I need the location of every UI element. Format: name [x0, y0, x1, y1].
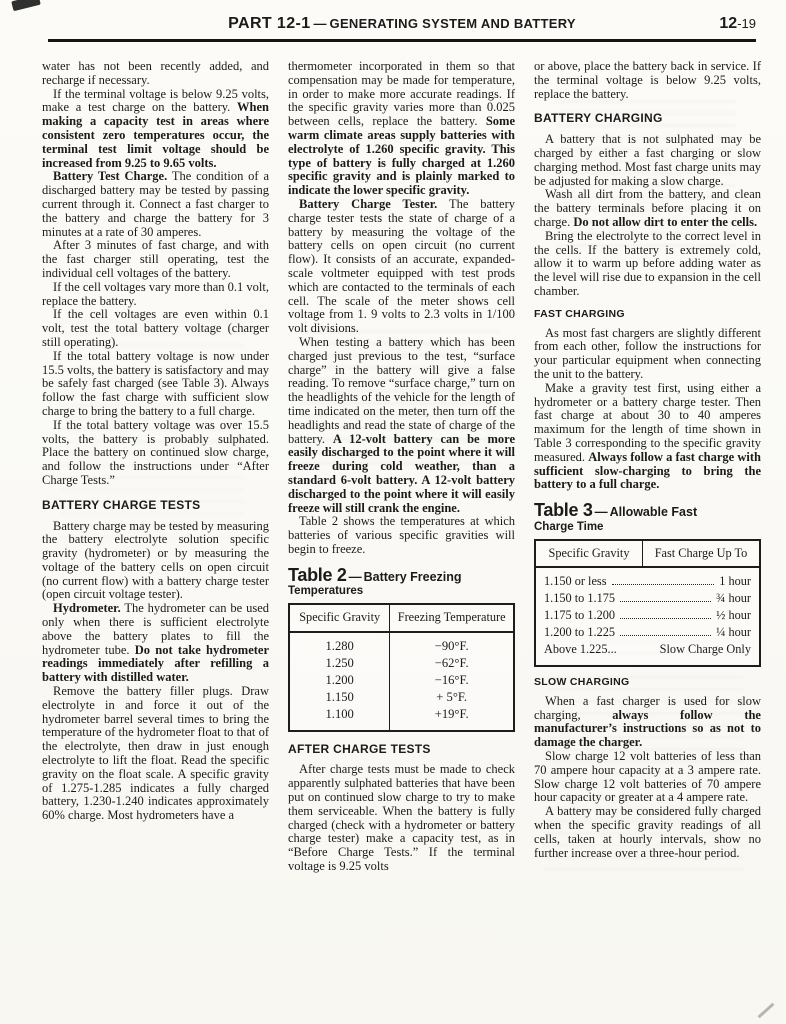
page-number [666, 15, 756, 33]
table-caption [288, 564, 515, 600]
table-caption-line2: Temperatures [288, 585, 364, 598]
paragraph: A battery that is not sulphated may be charged by either a fast charging or slow charging method. Most fast charge units may be adjusted for making a slow charge. [534, 132, 761, 188]
table-cell: + 5°F. [436, 689, 468, 704]
table-cell: 1.200 [325, 672, 354, 687]
table-cell: −16°F. [434, 672, 469, 687]
gravity-column [290, 633, 390, 730]
row-range: 1.150 or less [544, 574, 607, 589]
table-caption-dash: — [348, 568, 362, 584]
row-range: 1.200 to 1.225 [544, 625, 616, 640]
row-value: ½ hour [716, 608, 751, 623]
paragraph: Battery Charge Tester. The battery charge tester tests the state of charge of a battery by measuring the voltage of the battery cells on open circuit (no current flow). It consists of an accurate, expanded-scale voltmeter equipped with test prods which are contacted to the terminals of each cell. The scale of the meter shows cell voltage from 1. 9 volts to 2.3 volts in 1/100 volt divisions. [288, 196, 515, 336]
paragraph: After 3 minutes of fast charge, and with the fast charger still operating, test the individual cell voltages of the battery. [42, 238, 269, 280]
table-row [544, 607, 751, 624]
table-cell: 1.150 [325, 689, 354, 704]
table-caption-rest: Battery Freezing [363, 569, 462, 584]
table-body [536, 568, 759, 665]
table-caption-lead: Table 2 [288, 564, 347, 585]
paragraph: If the terminal voltage is below 9.25 volts, make a test charge on the battery. When making a capacity test in areas where consistent zero temperatures occur, the terminal test limit voltage should be increased from 9.25 to 9.65 volts. [42, 86, 269, 170]
table-caption [534, 500, 761, 535]
paragraph: When a fast charger is used for slow charging, always follow the manufacturer’s instructions so as not to damage the charger. [534, 693, 761, 750]
table-row [544, 641, 751, 658]
paragraph: water has not been recently added, and recharge if necessary. [42, 59, 269, 87]
row-range: 1.150 to 1.175 [544, 591, 616, 606]
scan-mark-top-left [11, 0, 41, 11]
table-header-row [536, 541, 759, 568]
header-rule [48, 39, 756, 42]
table-header-cell: Specific Gravity [536, 541, 643, 566]
page-header [48, 15, 756, 33]
paragraph: If the cell voltages are even within 0.1 volt, test the total battery voltage (charger still operating). [42, 307, 269, 349]
table-cell: −62°F. [434, 655, 469, 670]
paragraph: A battery may be considered fully charged when the specific gravity readings of all cells, taken at hourly intervals, show no further increase over a three-hour period. [534, 804, 761, 860]
table-body [290, 633, 513, 730]
row-value: ¾ hour [716, 591, 751, 606]
table-header-cell: Specific Gravity [290, 605, 390, 630]
paragraph: If the total battery voltage was over 15.5 volts, the battery is probably sulphated. Place the battery on continued slow charge, and follow the instructions under “After Charge Tests.” [42, 417, 269, 487]
row-value: 1 hour [719, 574, 751, 589]
section-title: GENERATING SYSTEM AND BATTERY [329, 16, 576, 31]
table-caption-dash: — [594, 504, 608, 520]
paragraph: Table 2 shows the temperatures at which batteries of various specific gravities will begin to freeze. [288, 514, 515, 556]
paragraph: or above, place the battery back in service. If the terminal voltage is below 9.25 volts, replace the battery. [534, 59, 761, 101]
paragraph: If the total battery voltage is now under 15.5 volts, the battery is satisfactory and may be safely fast charged (see Table 3). Always follow the fast charge with sufficient slow charge to bring the battery to a full charge. [42, 348, 269, 418]
paragraph: After charge tests must be made to check apparently sulphated batteries that have been put on continued slow charge to try to make them serviceable. When the battery is fully charged (check with a hydrometer or battery charge tester) make a capacity test, as in “Before Charge Tests.” If the terminal voltage is 9.25 volts [288, 762, 515, 874]
paragraph: Make a gravity test first, using either a hydrometer or a battery charge tester. Then fast charge at about 30 to 40 amperes maximum for the length of time shown in Table 3 corresponding to the specific gravity measured. Always follow a fast charge with sufficient slow-charging to bring the battery to a full charge. [534, 380, 761, 492]
column-3 [534, 60, 761, 874]
scan-mark-bottom-right [758, 1003, 775, 1019]
temperature-column [390, 633, 513, 730]
table-header-cell: Fast Charge Up To [654, 545, 748, 560]
paragraph: Hydrometer. The hydrometer can be used only when there is sufficient electrolyte above the battery plates to fill the hydrometer tube. Do not take hydrometer readings immediately after refilling a battery with distilled water. [42, 601, 270, 685]
section-heading: SLOW CHARGING [534, 676, 630, 689]
column-1 [42, 60, 269, 874]
column-2 [288, 60, 515, 874]
dot-leader [620, 618, 711, 619]
table-cell: 1.280 [325, 638, 354, 653]
paragraph: thermometer incorporated in them so that compensation may be made for temperature, in order to make more accurate readings. If the specific gravity varies more than 0.025 between cells, replace the battery. Some warm climate areas supply batteries with electrolyte of 1.260 specific gravity. This type of battery is fully charged at 1.260 specific gravity and is plainly marked to indicate the lower specific gravity. [288, 59, 515, 198]
table-cell: +19°F. [434, 706, 469, 721]
section-heading: BATTERY CHARGE TESTS [42, 497, 201, 512]
paragraph: Wash all dirt from the battery, and clean the battery terminals before placing it on charge. Do not allow dirt to enter the cells. [534, 187, 761, 229]
table-caption-line2: Charge Time [534, 520, 604, 533]
table-row [544, 573, 751, 590]
page-number-part: 12 [719, 15, 738, 32]
section-heading: FAST CHARGING [534, 307, 625, 320]
row-range: Above 1.225... [544, 642, 617, 657]
dot-leader [620, 601, 711, 602]
paragraph: Bring the electrolyte to the correct level in the cells. If the battery is extremely cold, allow it to warm up before adding water as the level will rise due to expansion in the cell chamber. [534, 228, 761, 298]
title-separator: — [313, 16, 327, 31]
paragraph: Battery charge may be tested by measuring the battery electrolyte solution specific gravity (hydrometer) or by measuring the voltage of the battery cells on open circuit (no current flow) with a battery charge tester (open circuit voltage tester). [42, 518, 269, 602]
table-header-cell: Freezing Temperature [397, 610, 506, 625]
dot-leader [612, 584, 715, 585]
table-row [544, 590, 751, 607]
row-value: Slow Charge Only [659, 642, 751, 657]
paragraph: Slow charge 12 volt batteries of less than 70 ampere hour capacity at a 3 ampere rate. Slow charge 12 volt batteries of 70 ampere hour capacity or greater at a 4 ampere rate. [534, 749, 761, 805]
paragraph: If the cell voltages vary more than 0.1 volt, replace the battery. [42, 279, 269, 308]
table-row [544, 624, 751, 641]
paragraph: Remove the battery filler plugs. Draw electrolyte in and force it out of the hydrometer barrel several times to bring the temperature of the hydrometer float to that of the electrolyte, then draw in just enough electrolyte to lift the float. Read the specific gravity on the float scale. A specific gravity of 1.275-1.285 indicates a fully charged battery, 1.230-1.240 indicates approximately 60% charge. Most hydrometers have a [42, 684, 269, 823]
paragraph: Battery Test Charge. The condition of a discharged battery may be tested by passing current through it. Connect a fast charger to the battery and charge the battery for 3 minutes at a rate of 30 amperes. [42, 169, 269, 239]
table-caption-lead: Table 3 [534, 500, 593, 521]
table-header-row [290, 605, 513, 632]
section-heading: BATTERY CHARGING [534, 111, 663, 126]
row-range: 1.175 to 1.200 [544, 608, 616, 623]
section-heading: AFTER CHARGE TESTS [288, 741, 431, 756]
table-cell: −90°F. [434, 638, 469, 653]
table-fast-charge-time [534, 539, 761, 667]
paragraph: As most fast chargers are slightly different from each other, follow the instructions for your particular equipment when connecting the unit to the battery. [534, 325, 761, 381]
running-title [138, 15, 666, 33]
table-cell: 1.100 [325, 706, 354, 721]
part-label: PART 12-1 [228, 15, 311, 32]
table-battery-freezing [288, 603, 515, 731]
dot-leader [620, 635, 711, 636]
table-cell: 1.250 [325, 655, 354, 670]
paragraph: When testing a battery which has been charged just previous to the test, “surface charge” in the battery will give a false reading. To remove “surface charge,” turn on the headlights of the vehicle for the length of time indicated on the meter, then turn off the headlights and read the state of charge of the battery. A 12-volt battery can be more easily discharged to the point where it will freeze during cold weather, than a standard 6-volt battery. A 12-volt battery discharged to the point where it will easily freeze will still crank the engine. [288, 334, 515, 515]
text-columns [42, 60, 761, 874]
row-value: ¼ hour [716, 625, 751, 640]
table-caption-rest: Allowable Fast [609, 505, 698, 520]
page-number-page: -19 [737, 16, 756, 31]
